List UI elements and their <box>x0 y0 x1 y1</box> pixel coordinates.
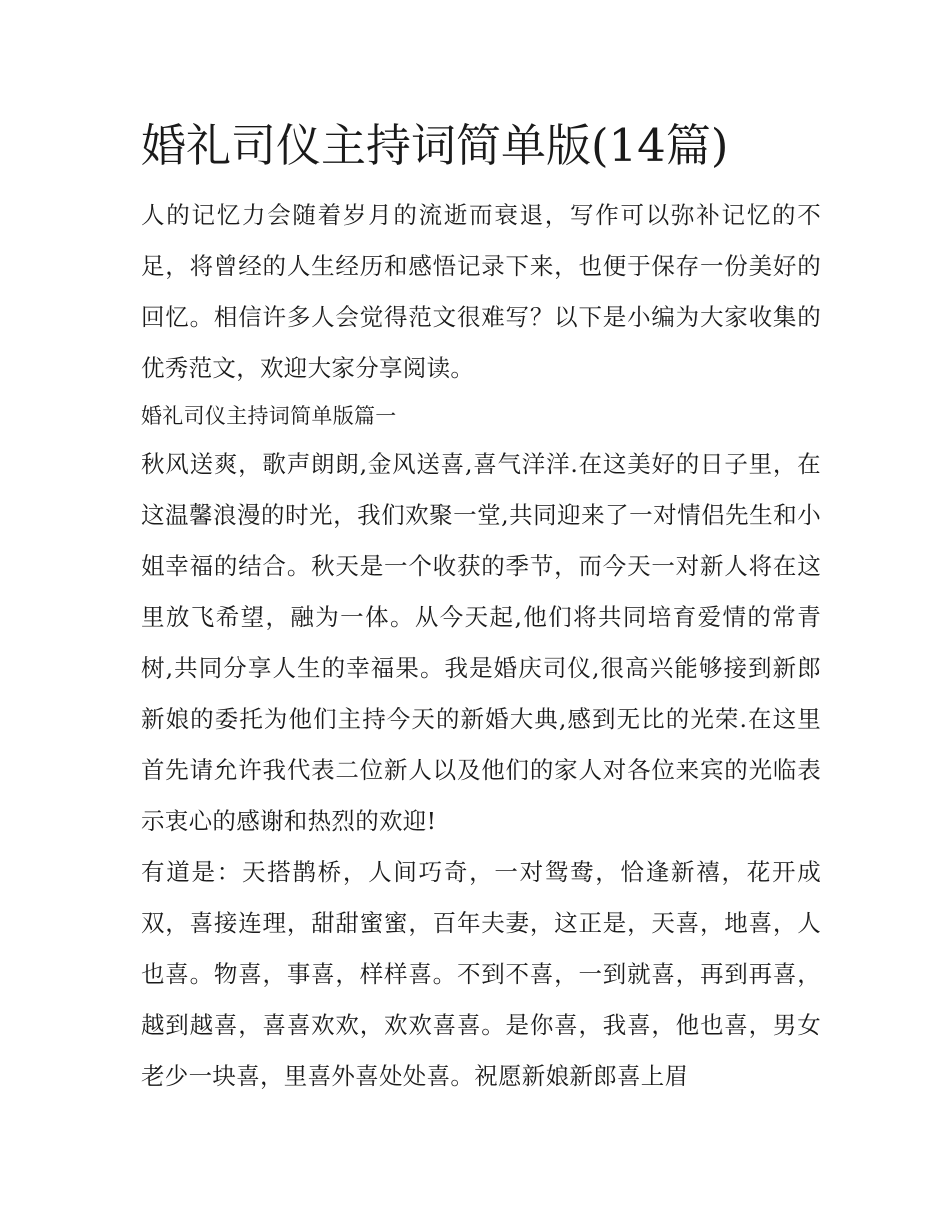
section-heading: 婚礼司仪主持词简单版篇一 <box>141 404 397 428</box>
intro-paragraph: 人的记忆力会随着岁月的流逝而衰退，写作可以弥补记忆的不足，将曾经的人生经历和感悟记录下来，也便于保存一份美好的回忆。相信许多人会觉得范文很难写？以下是小编为大家收集的优秀范文，欢迎大家分享阅读。 <box>141 201 821 382</box>
body-paragraph: 秋风送爽，歌声朗朗,金风送喜,喜气洋洋.在这美好的日子里，在这温馨浪漫的时光，我们欢聚一堂,共同迎来了一对情侣先生和小姐幸福的结合。秋天是一个收获的季节，而今天一对新人将在这里放飞希望，融为一体。从今天起,他们将共同培育爱情的常青树,共同分享人生的幸福果。我是婚庆司仪,很高兴能够接到新郎新娘的委托为他们主持今天的新婚大典,感到无比的光荣.在这里首先请允许我代表二位新人以及他们的家人对各位来宾的光临表示衷心的感谢和热烈的欢迎! <box>141 450 821 835</box>
document-title: 婚礼司仪主持词简单版(14篇) <box>141 119 729 172</box>
document-body <box>141 110 821 1102</box>
body-paragraph: 有道是：天搭鹊桥，人间巧奇，一对鸳鸯，恰逢新禧，花开成双，喜接连理，甜甜蜜蜜，百年夫妻，这正是，天喜，地喜，人也喜。物喜，事喜，样样喜。不到不喜，一到就喜，再到再喜，越到越喜，喜喜欢欢，欢欢喜喜。是你喜，我喜，他也喜，男女老少一块喜，里喜外喜处处喜。祝愿新娘新郎喜上眉 <box>141 858 821 1090</box>
